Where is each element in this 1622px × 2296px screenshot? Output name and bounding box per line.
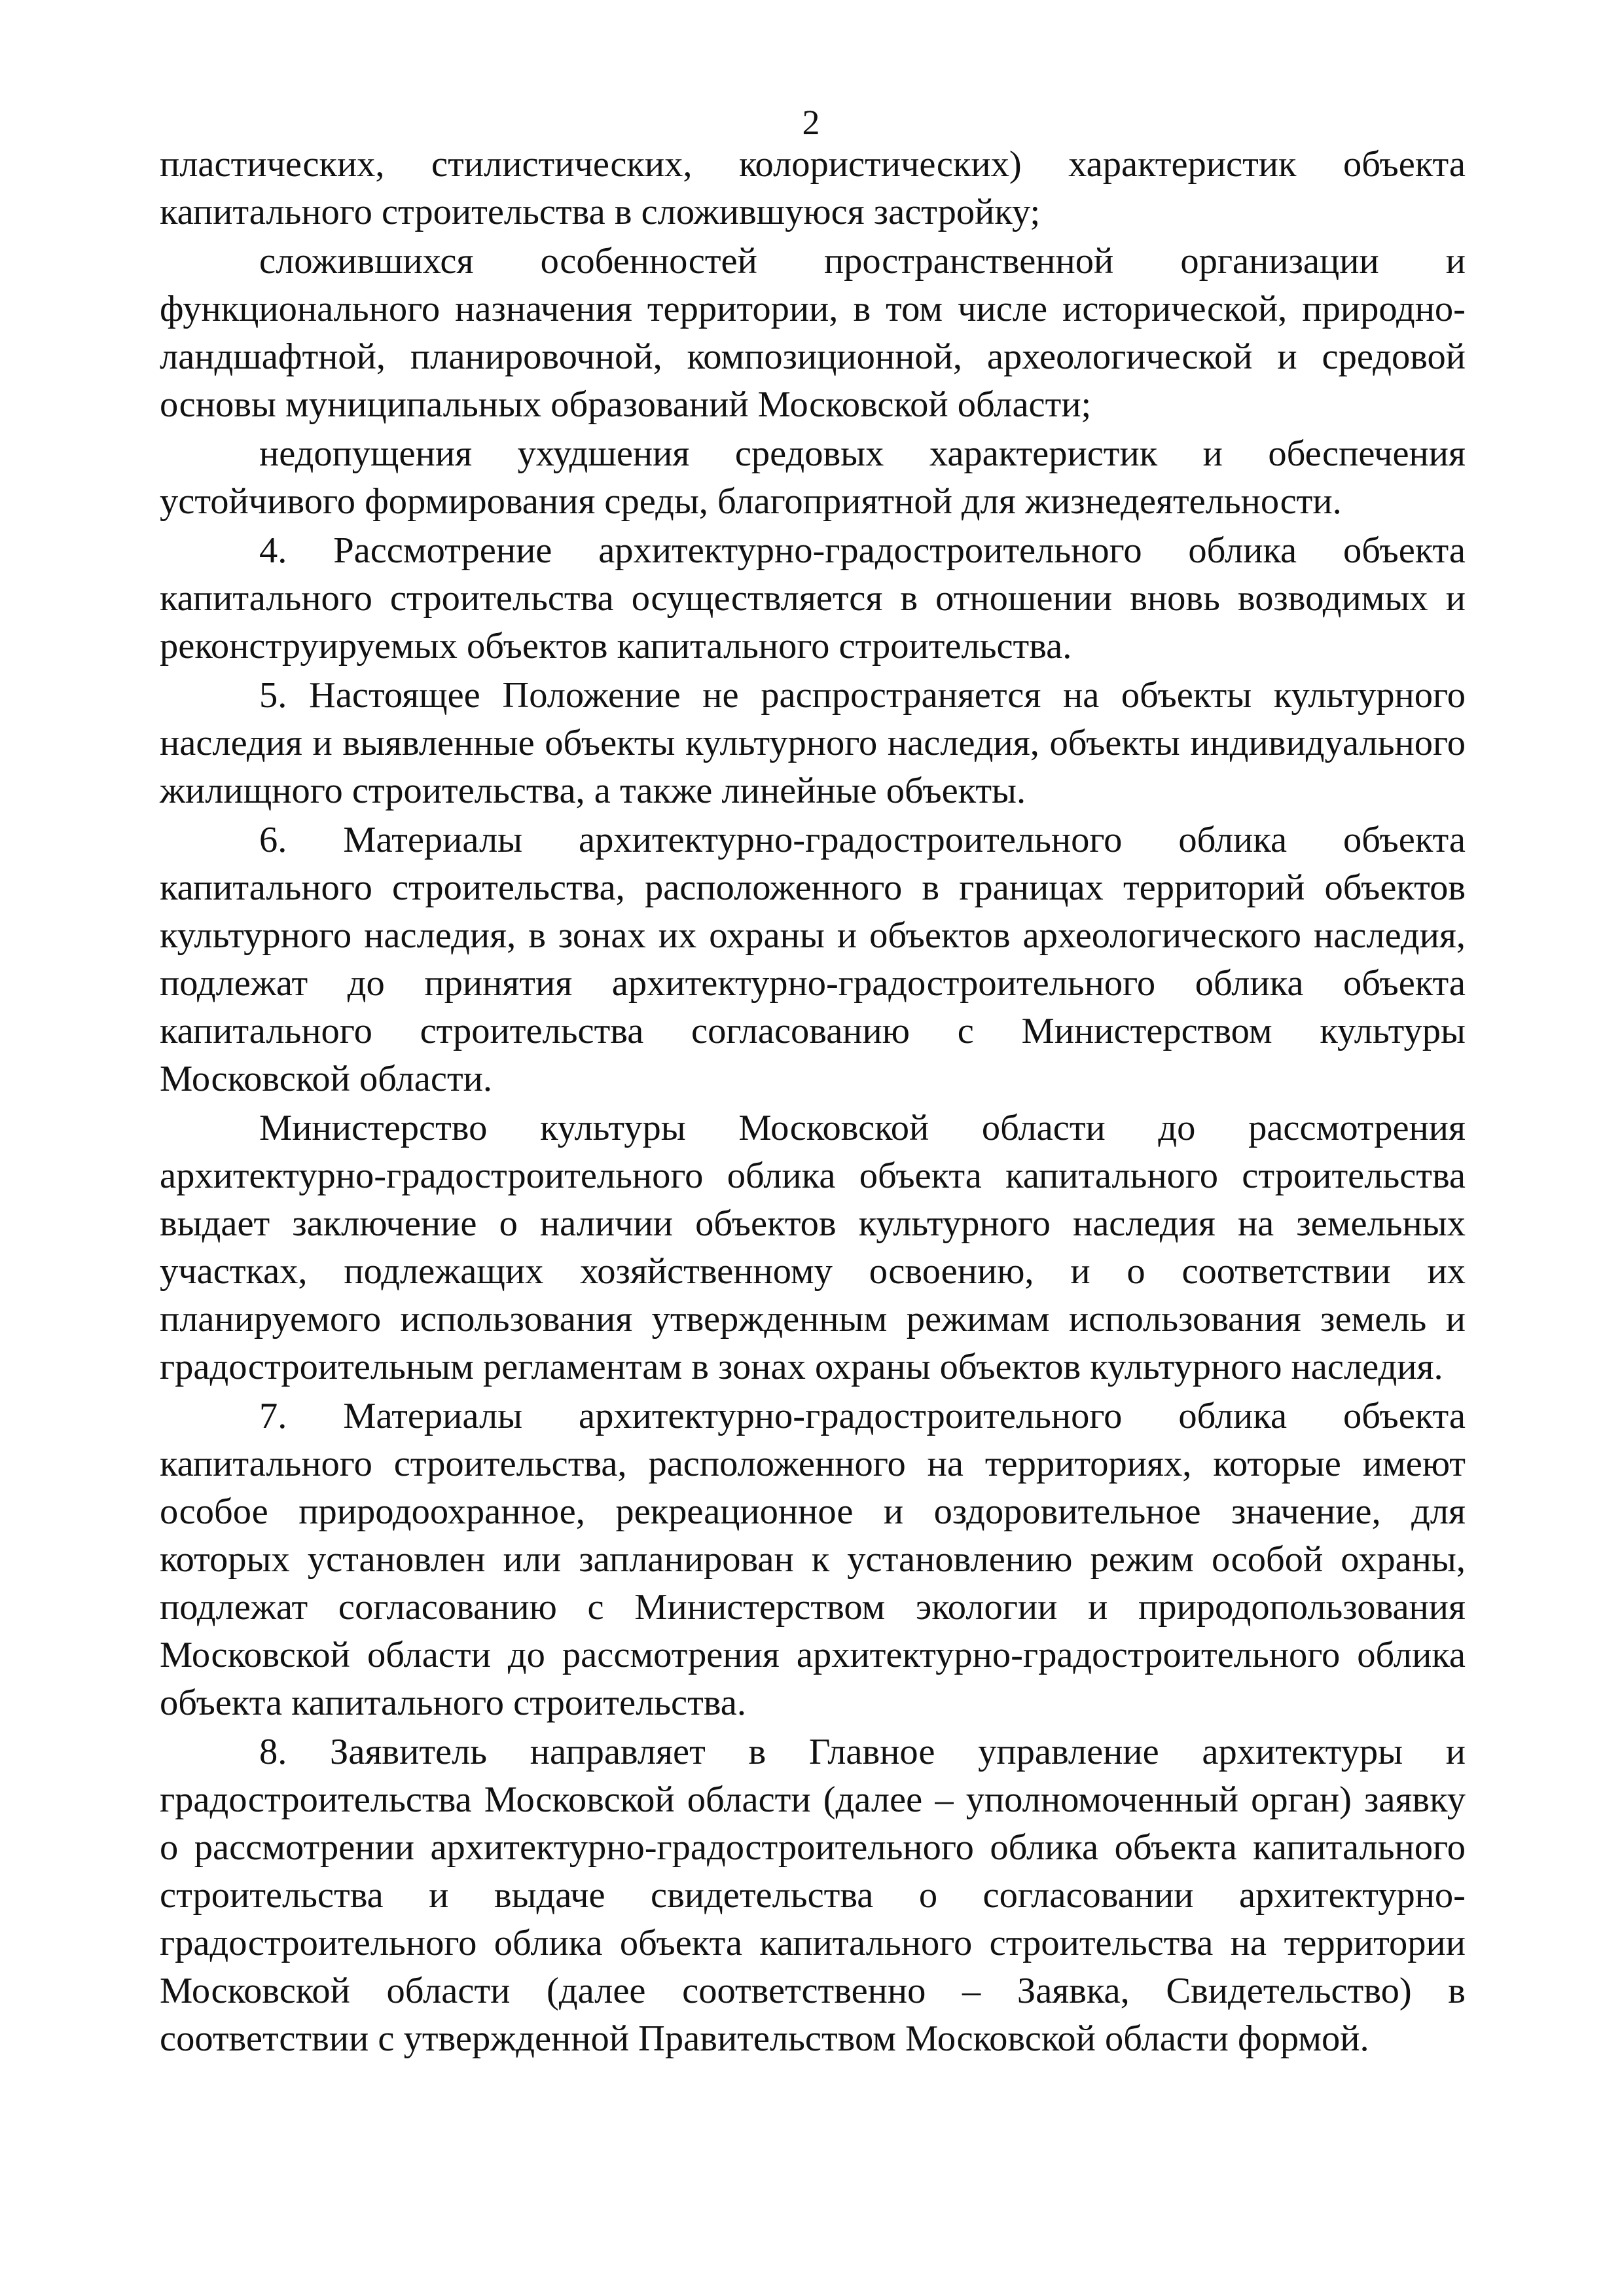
- paragraph-prevention: недопущения ухудшения средовых характеристик и обеспечения устойчивого формирования среды, благоприятной для жизнедеятельности.: [160, 433, 1466, 522]
- paragraph-item-7: 7. Материалы архитектурно-градостроительного облика объекта капитального строительства, расположенного на территориях, которые имеют особое природоохранное, рекреационное и оздоровительное значение, для которых установлен или запланирован к установлению режим особой охраны, подлежат согласованию с Министерством экологии и природопользования Московской области до рассмотрения архитектурно-градостроительного облика объекта капитального строительства.: [160, 1396, 1466, 1723]
- paragraph-item-6: 6. Материалы архитектурно-градостроительного облика объекта капитального строительства, расположенного в границах территорий объектов культурного наследия, в зонах их охраны и объектов археологического наследия, подлежат до принятия архитектурно-градостроительного облика объекта капитального строительства согласованию с Министерством культуры Московской области.: [160, 820, 1466, 1099]
- paragraph-ministry-culture: Министерство культуры Московской области до рассмотрения архитектурно-градостроительного облика объекта капитального строительства выдает заключение о наличии объектов культурного наследия на земельных участках, подлежащих хозяйственному освоению, и о соответствии их планируемого использования утвержденным режимам использования земель и градостроительным регламентам в зонах охраны объектов культурного наследия.: [160, 1108, 1466, 1387]
- paragraph-continuation: пластических, стилистических, колористических) характеристик объекта капитального строительства в сложившуюся застройку;: [160, 144, 1466, 232]
- paragraph-item-5: 5. Настоящее Положение не распространяется на объекты культурного наследия и выявленные объекты культурного наследия, объекты индивидуального жилищного строительства, а также линейные объекты.: [160, 675, 1466, 811]
- document-body: [160, 141, 1466, 2064]
- paragraph-item-4: 4. Рассмотрение архитектурно-градостроительного облика объекта капитального строительства осуществляется в отношении вновь возводимых и реконструируемых объектов капитального строительства.: [160, 530, 1466, 666]
- page-number: 2: [802, 103, 820, 142]
- paragraph-established-features: сложившихся особенностей пространственной организации и функционального назначения территории, в том числе исторической, природно-ландшафтной, планировочной, композиционной, археологической и средовой основы муниципальных образований Московской области;: [160, 241, 1466, 425]
- paragraph-item-8: 8. Заявитель направляет в Главное управление архитектуры и градостроительства Московской области (далее – уполномоченный орган) заявку о рассмотрении архитектурно-градостроительного облика объекта капитального строительства и выдаче свидетельства о согласовании архитектурно-градостроительного облика объекта капитального строительства на территории Московской области (далее соответственно – Заявка, Свидетельство) в соответствии с утвержденной Правительством Московской области формой.: [160, 1732, 1466, 2059]
